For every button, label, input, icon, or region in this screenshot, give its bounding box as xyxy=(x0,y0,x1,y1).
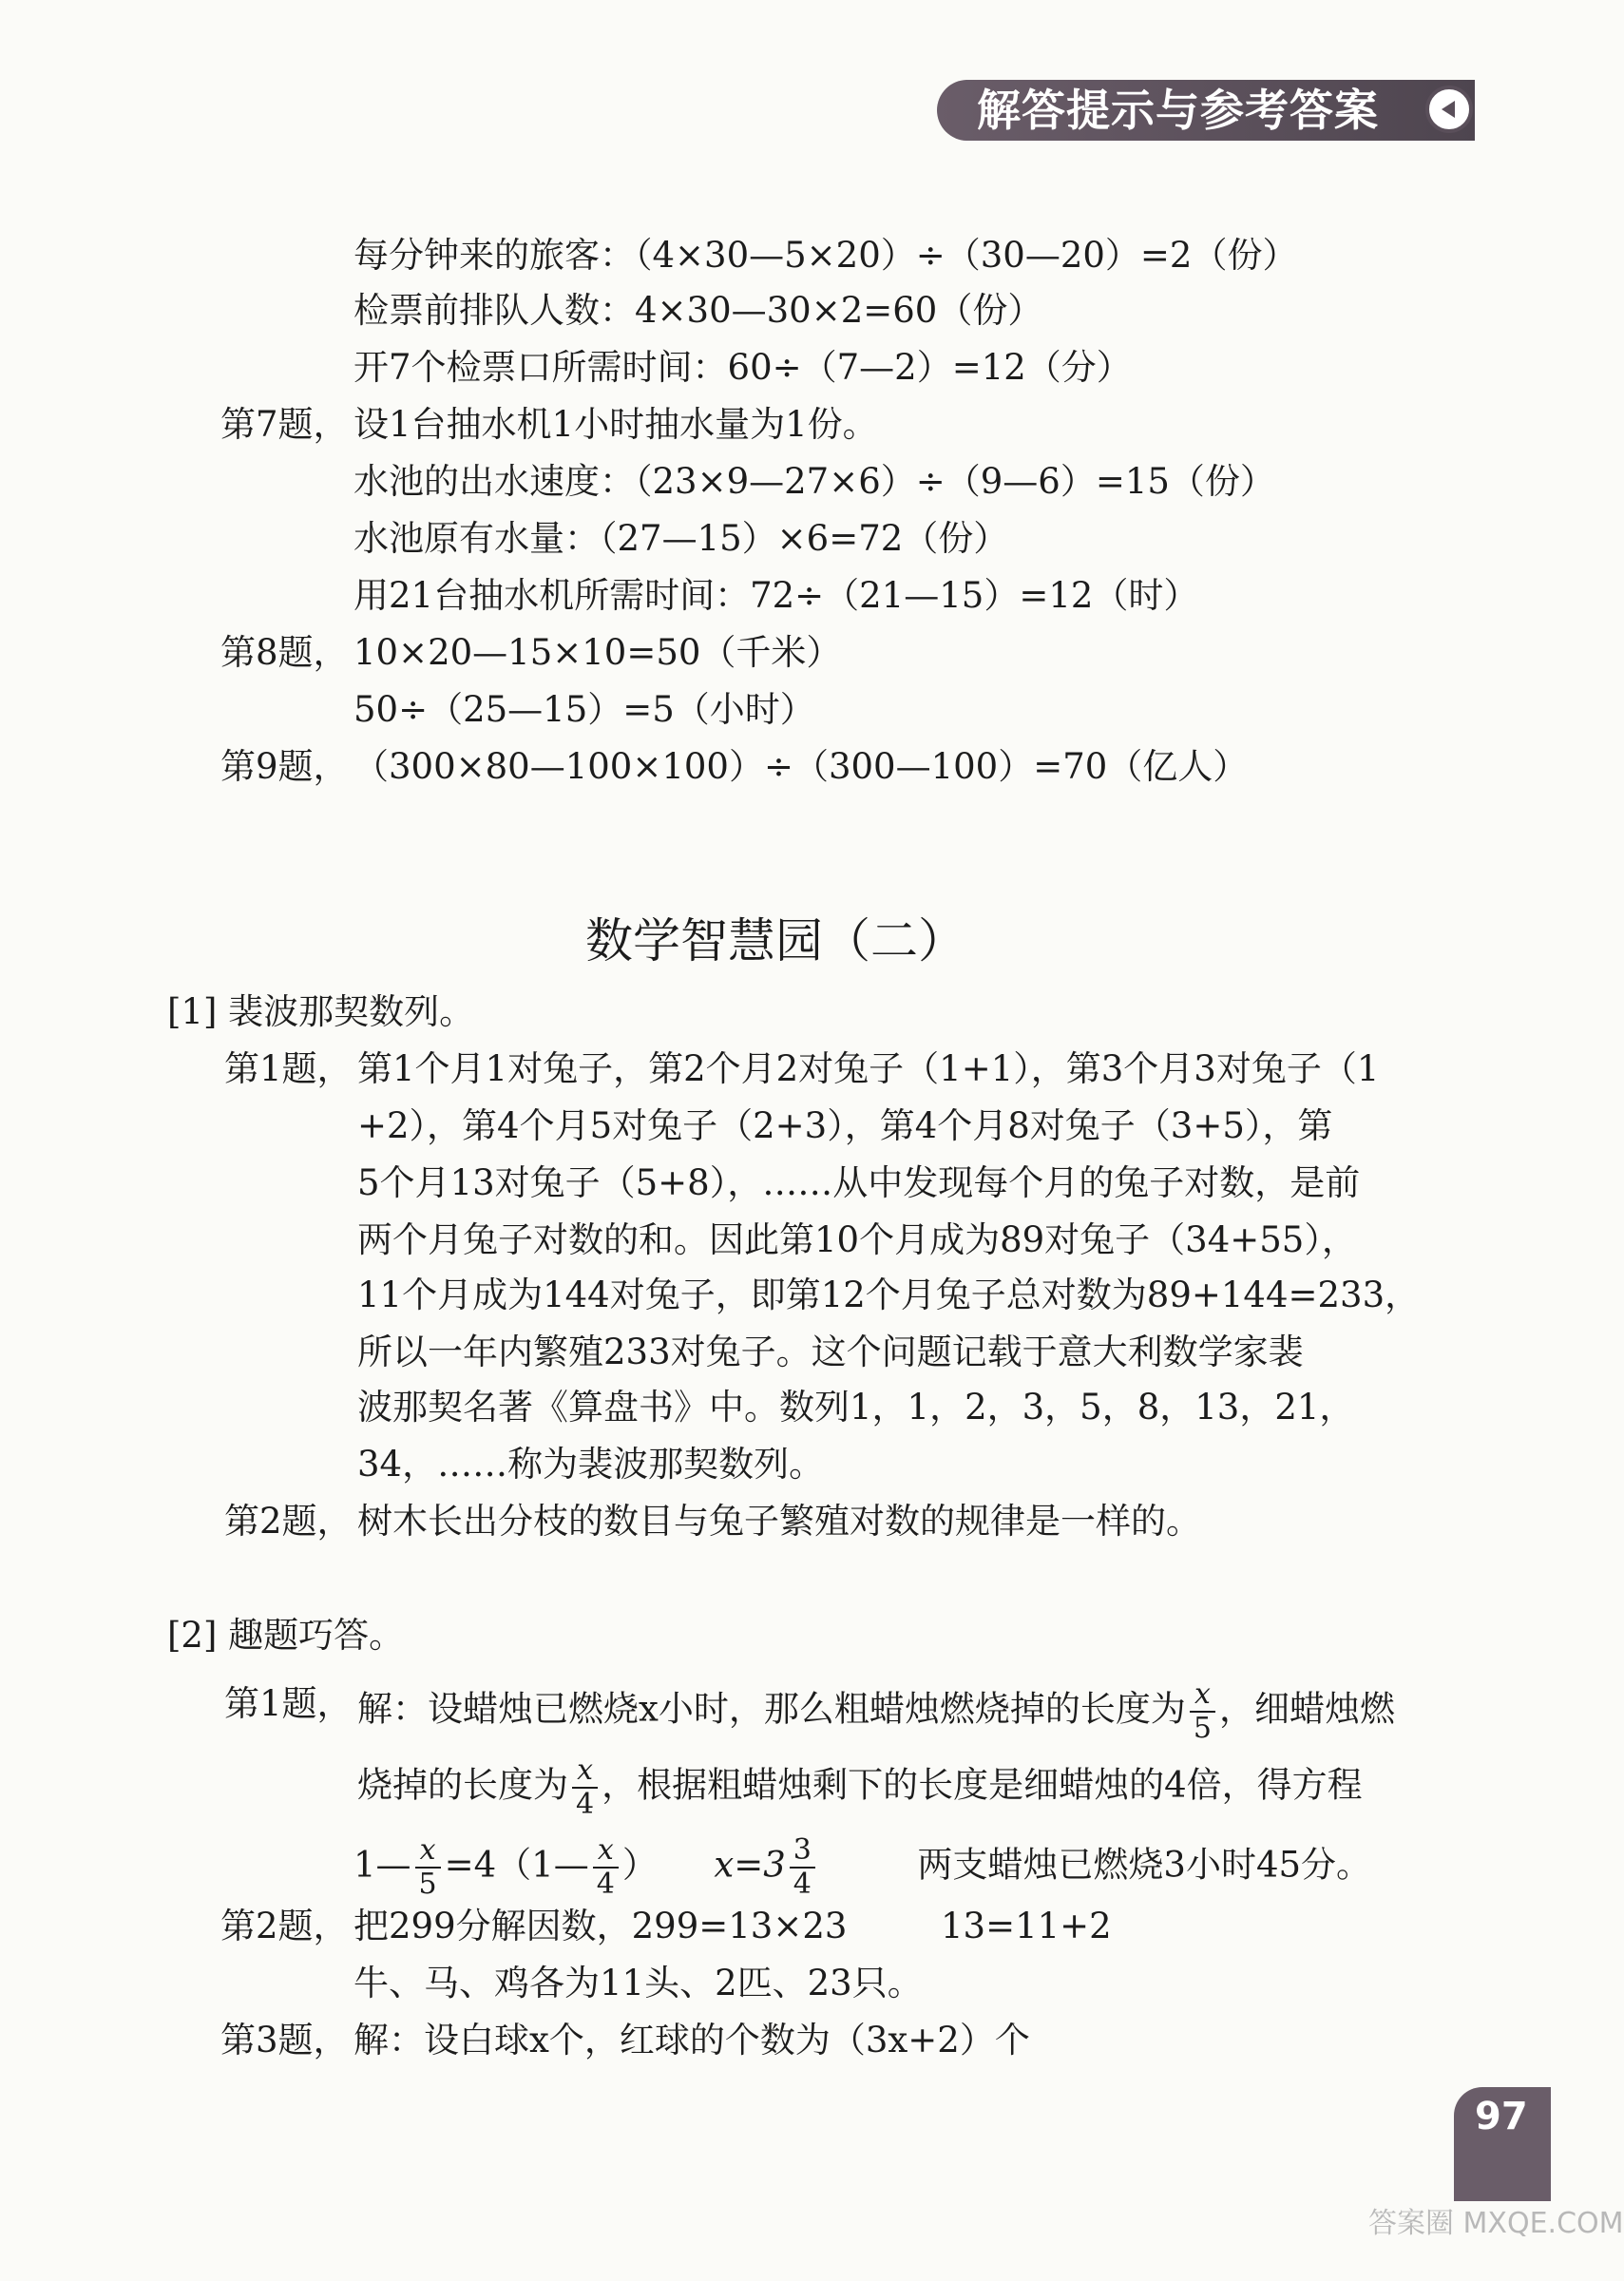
fraction-numerator: x xyxy=(593,1834,619,1869)
p2-q3-line: 解：设白球x个，红球的个数为（3x+2）个 xyxy=(353,2020,1030,2061)
q9-line: （300×80—100×100）÷（300—100）=70（亿人） xyxy=(353,746,1249,787)
p2-q3-head: 第3题， xyxy=(220,2020,349,2061)
fraction-numerator: 3 xyxy=(790,1834,815,1869)
fraction-x-over-5 xyxy=(415,1834,441,1901)
fraction-x-over-4 xyxy=(593,1834,619,1901)
q9-head: 第9题， xyxy=(220,746,349,787)
fraction-x-over-4 xyxy=(572,1754,598,1821)
fraction-denominator: 5 xyxy=(1193,1712,1212,1745)
page-number: 97 xyxy=(1475,2095,1528,2138)
q7-head: 第7题， xyxy=(220,404,349,445)
p2-q1-line-1-end: ，细蜡烛燃 xyxy=(1218,1688,1395,1730)
p2-q1-line-2 xyxy=(357,1754,1363,1821)
fraction-denominator: 5 xyxy=(418,1868,437,1901)
fraction-numerator: x xyxy=(415,1834,441,1869)
p2-q2-line-2: 牛、马、鸡各为11头、2匹、23只。 xyxy=(353,1963,923,2003)
q8-line-2: 50÷（25—15）=5（小时） xyxy=(353,689,815,730)
p1-q2-head: 第2题， xyxy=(224,1501,353,1542)
fraction-numerator: x xyxy=(1190,1678,1215,1713)
fraction-numerator: x xyxy=(572,1754,598,1789)
part2-heading: [2] 趣题巧答。 xyxy=(167,1615,405,1656)
part1-heading: [1] 裴波那契数列。 xyxy=(167,991,475,1032)
p1-q1-line-4: 两个月兔子对数的和。因此第10个月成为89对兔子（34+55）， xyxy=(357,1219,1357,1260)
p1-q1-line-7: 波那契名著《算盘书》中。数列1，1，2，3，5，8，13，21， xyxy=(357,1387,1355,1428)
equation-part: 1— xyxy=(353,1844,411,1886)
q7-line-1: 设1台抽水机1小时抽水量为1份。 xyxy=(353,404,878,445)
equation-conclusion: 两支蜡烛已燃烧3小时45分。 xyxy=(917,1844,1372,1886)
p1-q1-head: 第1题， xyxy=(224,1048,353,1089)
equation-part: =4（1— xyxy=(444,1844,589,1886)
p1-q1-line-1: 第1个月1对兔子，第2个月2对兔子（1+1），第3个月3对兔子（1 xyxy=(357,1048,1380,1089)
q8-head: 第8题， xyxy=(220,632,349,673)
p2-q1-head: 第1题， xyxy=(224,1683,353,1724)
p2-q1-line-2-text: 烧掉的长度为 xyxy=(357,1764,568,1806)
p1-q1-line-8: 34，……称为裴波那契数列。 xyxy=(357,1444,825,1485)
p2-q2-line-1: 把299分解因数，299=13×23 xyxy=(353,1906,848,1946)
q8-line-1: 10×20—15×10=50（千米） xyxy=(353,632,842,673)
header-banner-title: 解答提示与参考答案 xyxy=(977,85,1379,136)
p1-q1-line-2: +2），第4个月5对兔子（2+3），第4个月8对兔子（3+5），第 xyxy=(357,1105,1333,1146)
p1-q2-line: 树木长出分枝的数目与兔子繁殖对数的规律是一样的。 xyxy=(357,1501,1201,1542)
p2-q1-line-1-text: 解：设蜡烛已燃烧x小时，那么粗蜡烛燃烧掉的长度为 xyxy=(357,1688,1186,1730)
q6-line-2: 检票前排队人数：4×30—30×2=60（份） xyxy=(353,290,1043,331)
back-arrow-icon[interactable] xyxy=(1425,86,1473,133)
watermark: 答案圈 MXQE.COM xyxy=(1368,2207,1624,2240)
p2-q2-head: 第2题， xyxy=(220,1906,349,1946)
p1-q1-line-3: 5个月13对兔子（5+8），……从中发现每个月的兔子对数，是前 xyxy=(357,1162,1361,1203)
fraction-3-over-4 xyxy=(790,1834,815,1901)
q6-line-3: 开7个检票口所需时间：60÷（7—2）=12（分） xyxy=(353,347,1132,388)
q6-line-1: 每分钟来的旅客：（4×30—5×20）÷（30—20）=2（份） xyxy=(353,235,1298,276)
fraction-denominator: 4 xyxy=(793,1868,812,1901)
fraction-denominator: 4 xyxy=(576,1788,595,1821)
p2-q2-line-1b: 13=11+2 xyxy=(941,1906,1112,1946)
fraction-x-over-5 xyxy=(1190,1678,1215,1745)
q7-line-3: 水池原有水量：（27—15）×6=72（份） xyxy=(353,518,1009,559)
p2-q1-line-2-end: ，根据粗蜡烛剩下的长度是细蜡烛的4倍，得方程 xyxy=(602,1764,1363,1806)
fraction-denominator: 4 xyxy=(596,1868,615,1901)
q7-line-2: 水池的出水速度：（23×9—27×6）÷（9—6）=15（份） xyxy=(353,461,1275,502)
p1-q1-line-5: 11个月成为144对兔子，即第12个月兔子总对数为89+144=233， xyxy=(357,1275,1421,1315)
equation-part: ） xyxy=(621,1844,658,1886)
section-title: 数学智慧园（二） xyxy=(585,913,965,968)
p2-q1-equation xyxy=(353,1834,1371,1901)
equation-solution: x=3 xyxy=(714,1844,786,1886)
p1-q1-line-6: 所以一年内繁殖233对兔子。这个问题记载于意大利数学家裴 xyxy=(357,1332,1304,1372)
p2-q1-line-1 xyxy=(357,1678,1395,1745)
q7-line-4: 用21台抽水机所需时间：72÷（21—15）=12（时） xyxy=(353,575,1199,616)
